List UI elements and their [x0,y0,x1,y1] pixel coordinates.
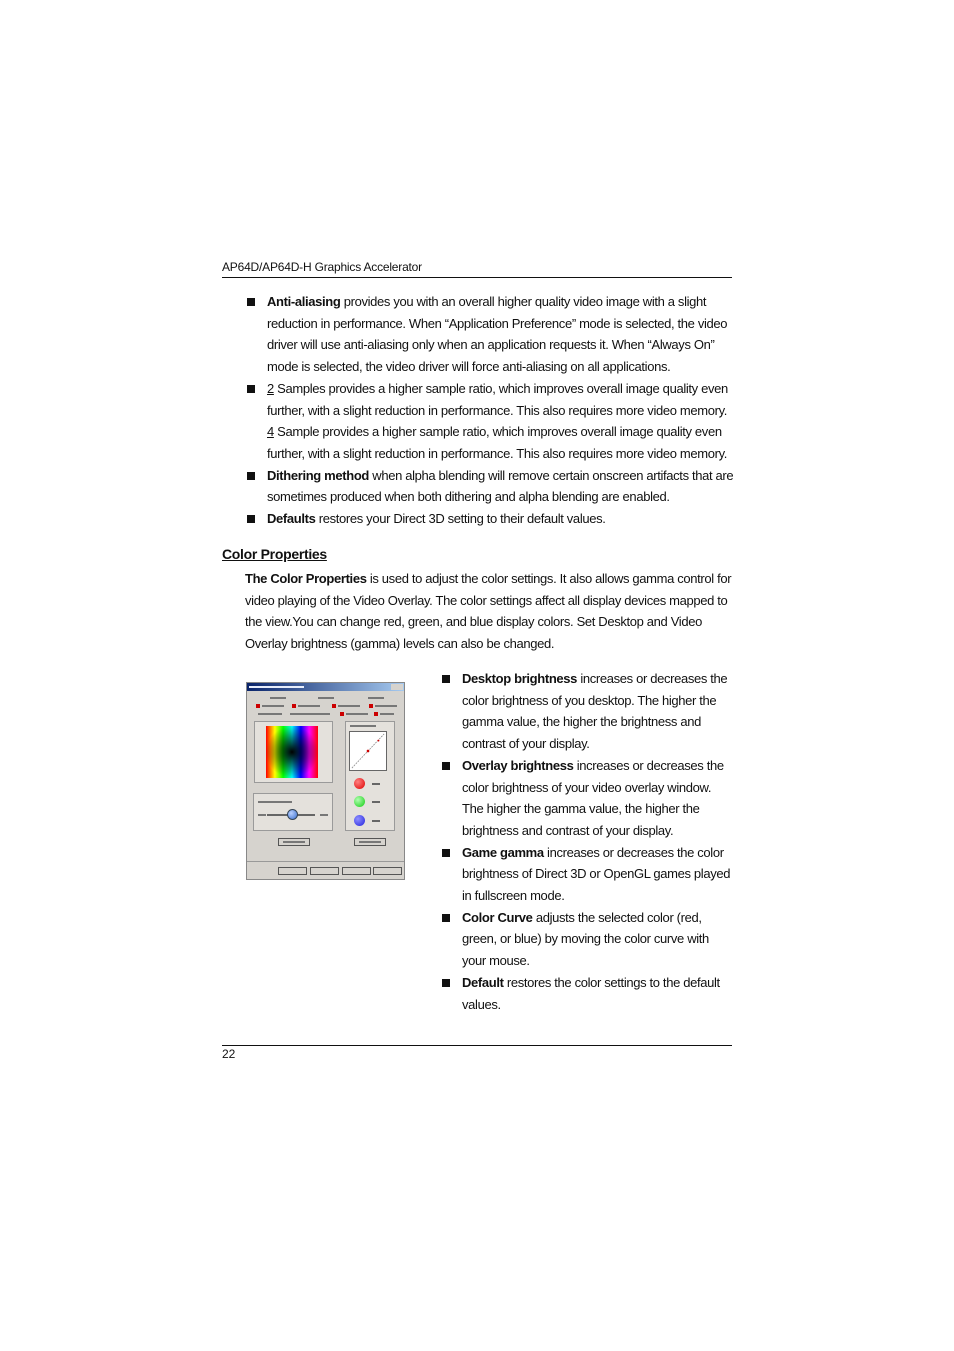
list-item [222,465,734,508]
description: is used to adjust the color settings. It also allows gamma control for video playing of the Video Overlay. The color settings affect all display devices mapped to the view.You can change red, green, and blue display colors. Set Desktop and Video Overlay brightness (gamma) levels can also be changed. [245,571,732,652]
dialog-button [278,838,310,846]
list-item [417,668,733,755]
tab [338,710,372,718]
tab-icon [340,712,344,716]
list-item [417,907,733,972]
description: restores your Direct 3D setting to their default values. [315,511,606,527]
description: Sample provides a higher sample ratio, which improves overall image quality even further, with a slight reduction in performance. This also requires more video memory. [267,424,728,461]
bullet-square-icon [442,979,450,987]
description: increases or decreases the color brightness of Direct 3D or OpenGL games played in fullscreen mode. [462,844,731,904]
description: restores the color settings to the default values. [462,974,720,1012]
section-intro [245,568,735,655]
list-item [222,291,734,378]
term: Game gamma [462,844,544,860]
tab [367,702,401,710]
brightness-slider-thumb [287,809,298,820]
bullet-square-icon [442,849,450,857]
running-header: AP64D/AP64D-H Graphics Accelerator [222,260,422,274]
dialog-button [278,867,307,875]
red-channel-icon [354,778,365,789]
bullet-square-icon [247,385,255,393]
header-rule [222,277,732,278]
term: Defaults [267,511,316,527]
term: Anti-aliasing [267,294,341,309]
description: adjusts the selected color (red, green, or blue) by moving the color curve with your mouse. [462,909,709,969]
color-properties-options-list [417,668,733,1015]
color-spectrum-swatch [266,726,318,778]
term: Desktop brightness [462,671,578,686]
dialog-tabs [250,694,401,702]
term: Overlay brightness [462,757,574,773]
tab [290,702,324,710]
term: The Color Properties [245,571,367,586]
blue-channel-icon [354,815,365,826]
page-number: 22 [222,1047,236,1061]
tab-icon [332,704,336,708]
green-channel-icon [354,796,365,807]
list-item [222,508,734,530]
bullet-square-icon [442,675,450,683]
dialog-button [354,838,386,846]
bullet-square-icon [442,914,450,922]
close-icon [391,684,403,690]
list-item [417,755,733,842]
tab-icon [369,704,373,708]
bullet-square-icon [247,515,255,523]
description: increases or decreases the color brightness of your video overlay window. The higher the gamma value, the higher the brightness and contrast of your display. [462,757,724,838]
dialog-button [373,867,402,875]
tab [372,710,406,718]
bullet-square-icon [247,472,255,480]
list-item [417,972,733,1015]
section-heading: Color Properties [222,546,327,562]
tab [330,702,364,710]
sample-count: 2 [267,380,274,396]
dialog-titlebar [247,683,404,691]
description: provides you with an overall higher quality video image with a slight reduction in performance. When “Application Preference” mode is selected, the video driver will use anti-aliasing only when an application requests it. When “Always On” mode is selected, the video driver will force anti-aliasing on all applications. [267,294,728,375]
description: Samples provides a higher sample ratio, which improves overall image quality even further, with a slight reduction in performance. This also requires more video memory. [267,380,728,418]
tab [254,702,288,710]
sample-count: 4 [267,424,274,440]
list-item [417,842,733,907]
dialog-button [310,867,339,875]
term: Dithering method [267,467,370,483]
description: when alpha blending will remove certain onscreen artifacts that are sometimes produced when both dithering and alpha blending are enabled. [267,467,734,505]
footer-rule [222,1045,732,1046]
tab-icon [374,712,378,716]
term: Default [462,974,504,990]
tab-icon [256,704,260,708]
description: increases or decreases the color brightness of you desktop. The higher the gamma value, the higher the brightness and contrast of your display. [462,671,728,752]
color-curve-graph [349,731,387,771]
bullet-square-icon [247,298,255,306]
tab-icon [292,704,296,708]
anti-aliasing-options-list [222,291,734,530]
bullet-square-icon [442,762,450,770]
list-item [222,378,734,465]
term: Color Curve [462,909,533,925]
dialog-button [342,867,371,875]
